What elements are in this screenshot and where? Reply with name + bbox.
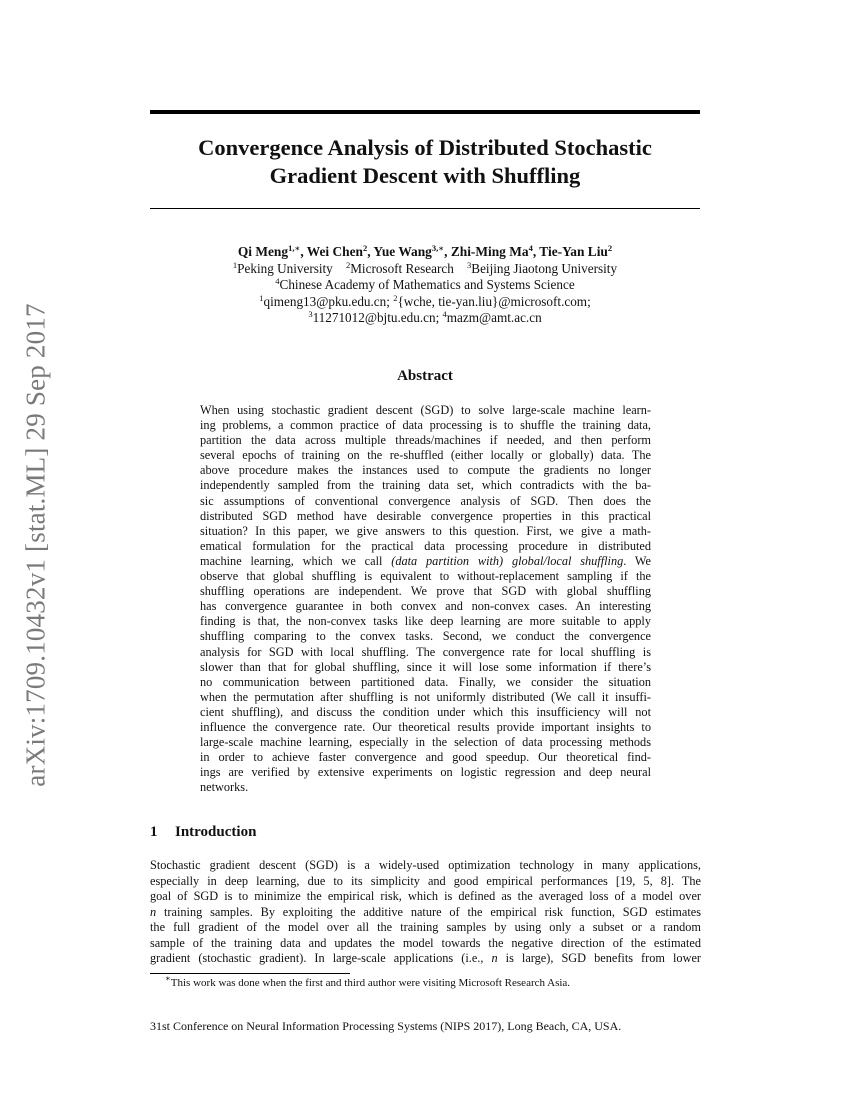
abstract-line-end: . We	[623, 553, 652, 568]
title-line-1: Convergence Analysis of Distributed Stochastic	[198, 135, 652, 160]
intro-line: sample of the training data and updates the model towards the negative direction of the estimated	[150, 935, 701, 950]
author-block	[150, 244, 700, 326]
abstract-line: partition the data across multiple threads/machines if needed, and then perform	[200, 433, 651, 448]
abstract-line: analysis for SGD with local shuffling. The convergence rate for local shuffling is	[200, 644, 651, 659]
affiliation-sup: 1	[232, 260, 238, 271]
affiliation: Microsoft Research	[350, 261, 454, 277]
abstract-line: above procedure makes the instances used to compute the gradients no longer	[200, 463, 651, 478]
footnote-rule	[150, 973, 350, 974]
abstract-italic-phrase: (data partition with) global/local shuffling	[391, 553, 624, 568]
abstract-line: ings are verified by extensive experiments on logistic regression and deep neural	[200, 765, 651, 780]
abstract-line: when the permutation after shuffling is not uniformly distributed (We call it insuffi-	[200, 689, 651, 704]
email-sup: 2	[393, 292, 398, 303]
footnote	[165, 973, 571, 989]
affiliation: Chinese Academy of Mathematics and Systems Science	[279, 277, 575, 293]
abstract-line: cient shuffling), and discuss the condition under which this insufficiency will not	[200, 704, 651, 719]
email-sup: 4	[442, 308, 447, 319]
abstract-line: networks.	[200, 780, 249, 795]
abstract-line: sic assumptions of conventional convergence analysis of SGD. Then does the	[200, 493, 651, 508]
author-name: Yue Wang	[373, 244, 432, 259]
intro-line-end: is large), SGD benefits from lower	[505, 951, 701, 965]
affiliation: Beijing Jiaotong University	[471, 261, 618, 277]
paper-title	[150, 134, 700, 190]
section-title: Introduction	[175, 824, 257, 840]
abstract-line: no communication between partitioned data. Finally, we consider the situation	[200, 674, 651, 689]
author-name: Zhi-Ming Ma	[450, 244, 529, 259]
abstract-line: observe that global shuffling is equivalent to without-replacement sampling if the	[200, 569, 651, 584]
affiliation-sup: 4	[275, 276, 280, 287]
conference-note: 31st Conference on Neural Information Processing Systems (NIPS 2017), Long Beach, CA, USA.	[150, 1019, 622, 1033]
abstract-line: distributed SGD method have desirable convergence properties in this practical	[200, 508, 651, 523]
introduction-body	[150, 858, 701, 967]
intro-line: the full gradient of the model over all the training samples by using only a subset or a random	[150, 920, 701, 934]
footnote-text: This work was done when the first and third author were visiting Microsoft Research Asia.	[170, 977, 571, 989]
title-top-rule	[150, 110, 700, 114]
intro-line: goal of SGD is to minimize the empirical risk, which is defined as the averaged loss of a model over	[150, 889, 701, 903]
abstract-line: finding is that, the non-convex tasks like deep learning are more suitable to apply	[200, 614, 651, 629]
author-sup: 1,∗	[288, 243, 301, 253]
email: qimeng13@pku.edu.cn;	[263, 293, 390, 309]
intro-line: especially in deep learning, due to its simplicity and good empirical performances [19, 5, 8]. The	[150, 873, 701, 888]
email-sup: 3	[308, 308, 313, 319]
abstract-line: slower than that for global shuffling, since it will lose some information if there’s	[200, 659, 651, 674]
math-variable-n: n	[491, 951, 498, 965]
affiliation-sup: 2	[345, 260, 351, 271]
abstract-line: shuffling operations are independent. We prove that SGD with global shuffling	[200, 584, 651, 599]
abstract-line-with-italic	[200, 554, 651, 569]
abstract-line: ematical formulation for the practical data processing procedure in distributed	[200, 538, 651, 553]
author-sup: 2	[362, 243, 368, 253]
abstract-line-start: machine learning, which we call	[200, 553, 383, 568]
author-sup: 4	[528, 243, 533, 253]
section-heading	[150, 824, 256, 841]
title-line-2: Gradient Descent with Shuffling	[269, 163, 581, 188]
author-name: Qi Meng	[237, 244, 289, 259]
author-sup: 3,∗	[431, 243, 445, 253]
email: {wche, tie-yan.liu}@microsoft.com;	[397, 293, 591, 309]
email-sup: 1	[259, 292, 264, 303]
abstract-line: influence the convergence rate. Our theoretical results provide important insights to	[200, 719, 651, 734]
affiliation: Peking University	[237, 261, 333, 277]
intro-line-rest: training samples. By exploiting the additive nature of the empirical risk function, SGD estimates	[164, 904, 701, 919]
math-variable-n: n	[150, 904, 157, 919]
email-line-2	[150, 310, 700, 326]
intro-line-start: gradient (stochastic gradient). In large-scale applications (i.e.,	[150, 951, 484, 965]
title-bottom-rule	[150, 208, 700, 209]
abstract-line: independently sampled from the training data set, which contradicts with the ba-	[200, 478, 651, 493]
intro-line: Stochastic gradient descent (SGD) is a widely-used optimization technology in many applications,	[150, 858, 701, 872]
abstract-line: large-scale machine learning, especially in the selection of data processing methods	[200, 735, 651, 750]
email-line-1	[150, 294, 700, 310]
affiliation-sup: 3	[467, 260, 472, 271]
intro-line-with-math	[150, 905, 701, 921]
affiliation-line-2	[150, 277, 700, 293]
abstract-heading: Abstract	[397, 368, 453, 384]
abstract-line: has convergence guarantee in both convex and non-convex cases. An interesting	[200, 599, 651, 614]
section-number: 1	[150, 824, 158, 840]
author-name: Wei Chen	[306, 244, 363, 259]
email: 11271012@bjtu.edu.cn;	[312, 309, 440, 325]
abstract-line: situation? In this paper, we give answers to this question. First, we give a math-	[200, 523, 651, 538]
arxiv-identifier-stamp: arXiv:1709.10432v1 [stat.ML] 29 Sep 2017	[20, 303, 51, 787]
footnote-mark: ∗	[165, 973, 171, 983]
author-list: Qi Meng$^{1,∗}$, Wei Chen$^2$, Yue Wang$^{3,∗}$, Zhi-Ming Ma$^4$, Tie-Yan Liu$^2$	[237, 243, 613, 259]
abstract-line: several epochs of training on the re-shuffled (either locally or globally) data. The	[200, 448, 651, 463]
abstract-line: When using stochastic gradient descent (SGD) to solve large-scale machine learn-	[200, 403, 651, 417]
affiliation-line-1	[150, 261, 700, 277]
intro-line-with-math	[150, 951, 701, 967]
author-sup: 2	[607, 243, 613, 253]
email: mazm@amt.ac.cn	[446, 309, 542, 325]
abstract-line: ing problems, a common practice of data processing is to shuffle the training data,	[200, 418, 651, 433]
abstract-line: shuffling comparing to the convex tasks. Second, we conduct the convergence	[200, 629, 651, 644]
abstract-line: in order to achieve faster convergence and good speedup. Our theoretical find-	[200, 750, 651, 765]
abstract-body	[200, 403, 651, 795]
author-name: Tie-Yan Liu	[539, 244, 608, 259]
